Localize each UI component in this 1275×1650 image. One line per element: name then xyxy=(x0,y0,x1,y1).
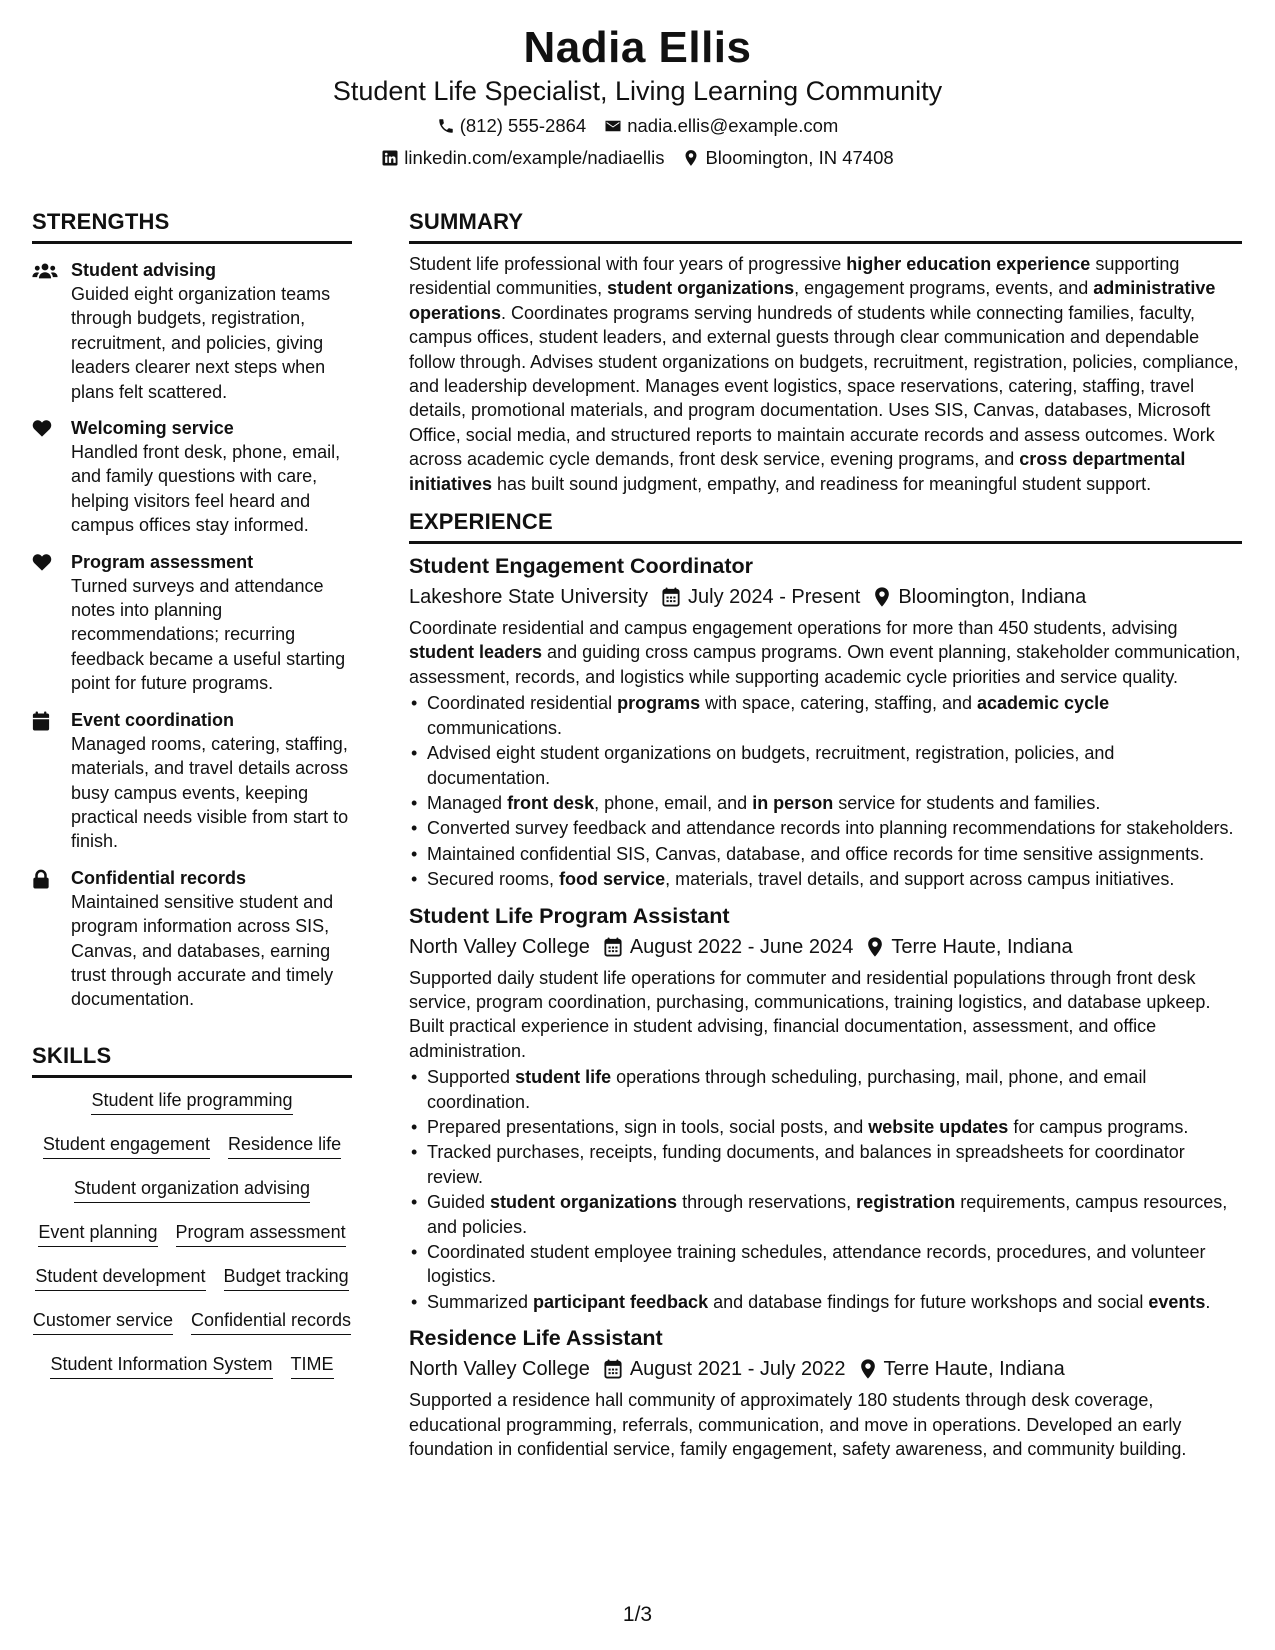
skills-list xyxy=(32,1088,352,1396)
page-number: 1/3 xyxy=(622,1603,653,1626)
bullet-item: • Coordinated student employee training schedules, attendance records, procedures, and volunteer logistics. xyxy=(409,1240,1242,1289)
strength-title: Program assessment xyxy=(71,551,254,572)
job-dates xyxy=(662,582,860,612)
strength-title: Confidential records xyxy=(71,867,247,888)
job-organization: North Valley College xyxy=(409,935,590,958)
job-dates xyxy=(604,932,854,962)
strength-description: Guided eight organization teams through budgets, registration, recruitment, and policies, giving leaders clearer next steps when plans felt scattered. xyxy=(71,284,331,402)
map-pin-icon xyxy=(682,149,700,167)
location-text: Bloomington, IN 47408 xyxy=(705,147,894,168)
strength-title: Student advising xyxy=(71,260,217,280)
job-location xyxy=(860,1354,1065,1384)
strength-description: Maintained sensitive student and program information across SIS, Canvas, and databases, earning trust through accurate and timely documentation. xyxy=(71,891,334,1010)
phone-text: (812) 555-2864 xyxy=(459,115,587,136)
strength-description: Managed rooms, catering, staffing, materials, and travel details across busy campus events, keeping practical needs visible from start to finish. xyxy=(71,733,349,852)
phone-icon xyxy=(437,117,455,135)
linkedin-icon xyxy=(381,149,399,167)
job-location-text: Terre Haute, Indiana xyxy=(891,935,1073,958)
job-description: Coordinate residential and campus engagement operations for more than 450 students, advising student leaders and guiding cross campus programs. Own event planning, stakeholder communication, assessment, records, and logistics while supporting academic cycle priorities and service quality. xyxy=(409,618,1241,687)
skill-tag: Confidential records xyxy=(191,1308,351,1335)
strength-item xyxy=(32,416,352,538)
email-text: nadia.ellis@example.com xyxy=(627,115,839,136)
bullet-item: • Supported student life operations through scheduling, purchasing, mail, phone, and email coordination. xyxy=(409,1065,1242,1114)
heart-icon xyxy=(32,550,71,696)
skill-tag: Program assessment xyxy=(176,1220,346,1247)
map-pin-icon xyxy=(860,1359,876,1379)
strength-title: Event coordination xyxy=(71,709,235,730)
skill-tag: Budget tracking xyxy=(224,1264,349,1291)
strength-description: Turned surveys and attendance notes into planning recommendations; recurring feedback became a useful starting point for future programs. xyxy=(71,575,346,694)
bullet-item: • Advised eight student organizations on budgets, recruitment, registration, policies, and documentation. xyxy=(409,741,1242,790)
job-entry xyxy=(409,902,1242,1315)
map-pin-icon xyxy=(874,587,890,607)
strength-body xyxy=(71,550,352,696)
skill-tag: Student life programming xyxy=(91,1088,292,1115)
skill-tag: Residence life xyxy=(228,1132,341,1159)
job-dates-text: August 2021 - July 2022 xyxy=(629,1358,846,1381)
heart-icon xyxy=(32,416,71,538)
job-location xyxy=(867,932,1072,962)
skill-tag: Student engagement xyxy=(43,1132,210,1159)
contact-row-1 xyxy=(0,112,1275,140)
skill-tag: Student Information System xyxy=(50,1352,272,1379)
strength-body xyxy=(71,416,352,538)
strengths-heading: STRENGTHS xyxy=(32,208,352,244)
job-dates-text: July 2024 - Present xyxy=(688,586,861,609)
job-title: Student Life Program Assistant xyxy=(409,903,730,928)
job-dates xyxy=(604,1354,846,1384)
job-dates-text: August 2022 - June 2024 xyxy=(629,935,854,958)
strengths-list xyxy=(32,258,352,1012)
contact-phone[interactable] xyxy=(437,112,587,140)
contact-location xyxy=(682,144,893,172)
job-description: Supported daily student life operations for commuter and residential populations through front desk service, program coordination, purchasing, communications, training logistics, and database upkeep. Built practical experience in student advising, financial documentation, assessment, and office administration. xyxy=(409,967,1211,1061)
users-icon xyxy=(32,258,71,404)
calendar-icon xyxy=(604,937,622,957)
linkedin-text: linkedin.com/example/nadiaellis xyxy=(404,147,665,168)
job-title: Residence Life Assistant xyxy=(409,1326,663,1351)
calendar-icon xyxy=(32,708,71,854)
job-meta xyxy=(409,1354,1242,1384)
job-location-text: Terre Haute, Indiana xyxy=(883,1358,1065,1381)
job-meta xyxy=(409,582,1242,612)
candidate-title: Student Life Specialist, Living Learning Community xyxy=(332,76,943,106)
strength-item xyxy=(32,258,352,404)
calendar-icon xyxy=(662,587,680,607)
experience-list xyxy=(409,552,1242,1461)
bullet-item: • Tracked purchases, receipts, funding documents, and balances in spreadsheets for coordinator review. xyxy=(409,1140,1242,1189)
envelope-icon xyxy=(604,117,622,135)
summary-text: Student life professional with four years of progressive higher education experience supporting residential communities, student organizations, engagement programs, events, and administrative operations. Coordinates programs serving hundreds of students while connecting families, faculty, campus offices, student leaders, and external guests through clear communication and dependable follow through. Advises student organizations on budgets, recruitment, registration, policies, compliance, and leadership development. Manages event logistics, space reservations, catering, staffing, travel details, promotional materials, and program documentation. Uses SIS, Canvas, databases, Microsoft Office, social media, and structured reports to maintain accurate records and assess outcomes. Work across academic cycle demands, front desk service, evening programs, and cross departmental initiatives has built sound judgment, empathy, and readiness for meaningful student support. xyxy=(409,254,1239,494)
lock-icon xyxy=(32,866,71,1012)
skill-tag: Student organization advising xyxy=(74,1176,310,1203)
map-pin-icon xyxy=(867,937,883,957)
contact-linkedin[interactable] xyxy=(381,144,664,172)
job-organization: Lakeshore State University xyxy=(409,586,649,609)
job-entry xyxy=(409,1324,1242,1461)
job-title: Student Engagement Coordinator xyxy=(409,554,753,579)
calendar-icon xyxy=(604,1359,622,1379)
strength-description: Handled front desk, phone, email, and family questions with care, helping visitors feel heard and campus offices stay informed. xyxy=(71,442,341,536)
job-location xyxy=(874,582,1086,612)
strength-item xyxy=(32,550,352,696)
bullet-item: • Prepared presentations, sign in tools, social posts, and website updates for campus programs. xyxy=(409,1115,1242,1139)
strength-body xyxy=(71,258,352,404)
job-location-text: Bloomington, Indiana xyxy=(898,586,1087,609)
strength-title: Welcoming service xyxy=(71,418,234,439)
strength-body xyxy=(71,708,352,854)
right-column xyxy=(409,208,1242,1461)
job-bullets xyxy=(409,1065,1242,1314)
bullet-item: • Coordinated residential programs with space, catering, staffing, and academic cycle communications. xyxy=(409,691,1242,740)
left-column xyxy=(32,208,352,1396)
candidate-name: Nadia Ellis xyxy=(523,23,752,72)
bullet-item: • Secured rooms, food service, materials, travel details, and support across campus initiatives. xyxy=(409,867,1242,891)
job-description: Supported a residence hall community of approximately 180 students through desk coverage, educational programming, referrals, communication, and move in operations. Developed an early foundation in confidential service, family engagement, safety awareness, and community building. xyxy=(409,1390,1187,1460)
contact-email[interactable] xyxy=(604,112,838,140)
strength-item xyxy=(32,708,352,854)
strength-item xyxy=(32,866,352,1012)
job-organization: North Valley College xyxy=(409,1358,590,1381)
skill-tag: TIME xyxy=(291,1352,334,1379)
skill-tag: Event planning xyxy=(38,1220,157,1247)
bullet-item: • Maintained confidential SIS, Canvas, database, and office records for time sensitive assignments. xyxy=(409,842,1242,866)
bullet-item: • Converted survey feedback and attendance records into planning recommendations for stakeholders. xyxy=(409,816,1242,840)
summary-heading: SUMMARY xyxy=(409,208,1242,244)
skills-heading: SKILLS xyxy=(32,1042,352,1078)
experience-heading: EXPERIENCE xyxy=(409,508,1242,544)
bullet-item: • Summarized participant feedback and database findings for future workshops and social events. xyxy=(409,1290,1242,1314)
resume-header xyxy=(0,22,1275,172)
contact-row-2 xyxy=(0,144,1275,172)
skill-tag: Student development xyxy=(35,1264,205,1291)
job-bullets xyxy=(409,691,1242,891)
job-entry xyxy=(409,552,1242,891)
bullet-item: • Guided student organizations through reservations, registration requirements, campus resources, and policies. xyxy=(409,1190,1242,1239)
strength-body xyxy=(71,866,352,1012)
bullet-item: • Managed front desk, phone, email, and in person service for students and families. xyxy=(409,791,1242,815)
skill-tag: Customer service xyxy=(33,1308,173,1335)
job-meta xyxy=(409,932,1242,962)
